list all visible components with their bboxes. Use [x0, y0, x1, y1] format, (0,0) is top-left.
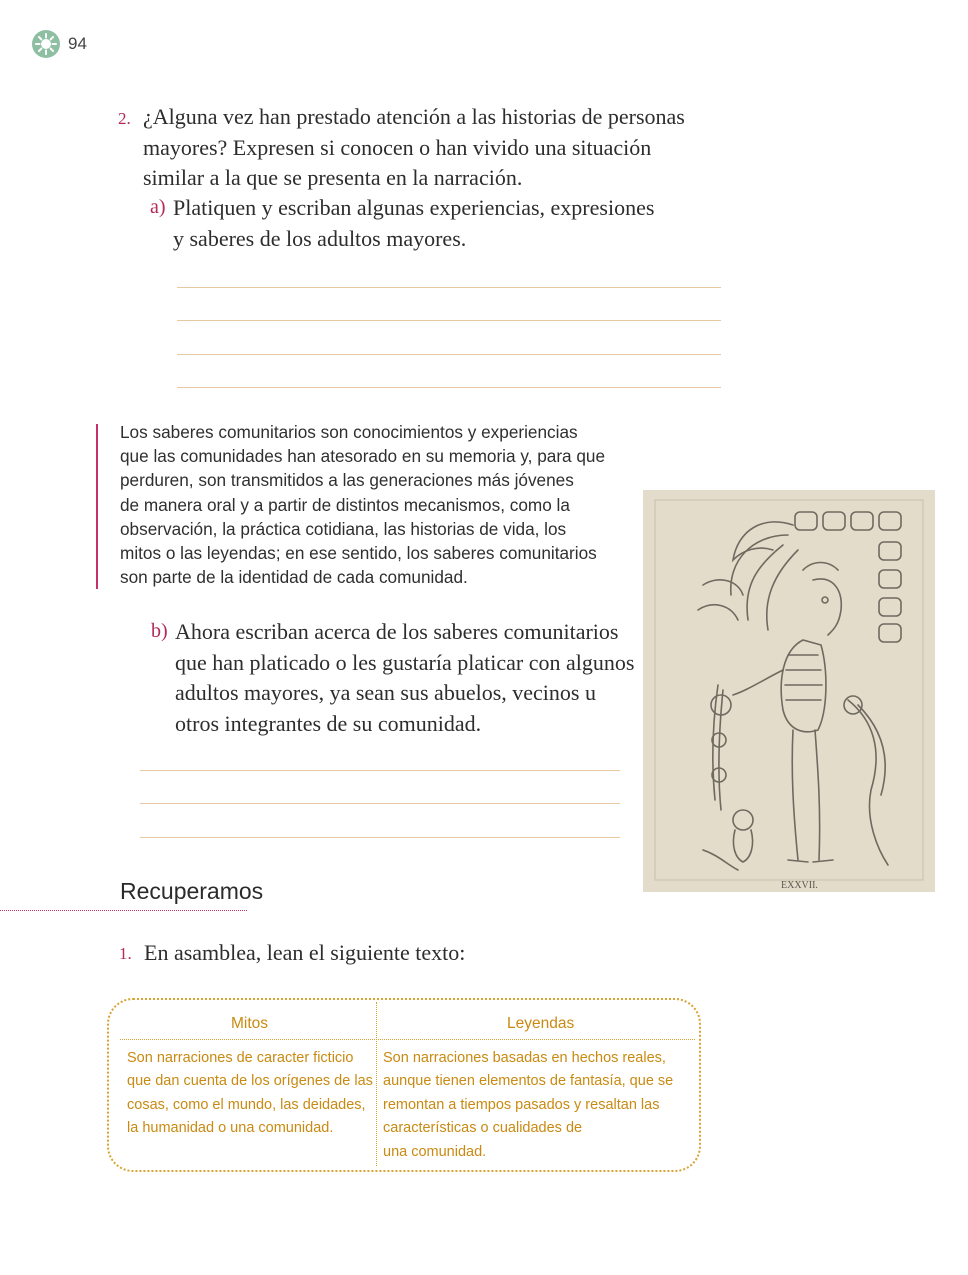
answer-line[interactable]: [140, 770, 620, 771]
text-line: similar a la que se presenta en la narración.: [143, 165, 523, 190]
table-header-rule: [120, 1039, 695, 1040]
cell-line: aunque tienen elementos de fantasía, que se: [383, 1073, 674, 1090]
sun-icon: [32, 30, 60, 58]
section-title: Recuperamos: [120, 878, 264, 904]
page-icon: [32, 30, 60, 58]
text-line: otros integrantes de su comunidad.: [175, 710, 482, 736]
text-line: Ahora escriban acerca de los saberes comunitarios: [175, 619, 619, 644]
cell-line: que dan cuenta de los orígenes de las: [127, 1073, 373, 1090]
info-line: observación, la práctica cotidiana, las historias de vida, los: [120, 518, 567, 539]
table-header-leyendas: Leyendas: [507, 1015, 575, 1032]
item-b-marker: b): [151, 620, 168, 642]
answer-line[interactable]: [177, 287, 721, 288]
page-number: 94: [68, 34, 87, 53]
table-header-mitos: Mitos: [231, 1015, 269, 1032]
item-a-marker: a): [150, 196, 166, 218]
cell-line: una comunidad.: [383, 1143, 487, 1160]
cell-line: cosas, como el mundo, las deidades,: [127, 1096, 366, 1113]
cell-line: Son narraciones de caracter ficticio: [127, 1050, 354, 1066]
info-line: de manera oral y a partir de distintos mecanismos, como la: [120, 494, 570, 515]
info-line: que las comunidades han atesorado en su memoria y, para que: [120, 446, 606, 467]
question-1-text: En asamblea, lean el siguiente texto:: [144, 940, 466, 965]
table-column-divider: [376, 1002, 377, 1166]
cell-line: la humanidad o una comunidad.: [127, 1120, 334, 1137]
table-cell-mitos: [127, 1047, 373, 1141]
info-line: mitos o las leyendas; en ese sentido, los saberes comunitarios: [120, 543, 597, 564]
info-box-accent-bar: [96, 424, 98, 589]
cell-line: Son narraciones basadas en hechos reales,: [383, 1050, 666, 1066]
text-line: ¿Alguna vez han prestado atención a las historias de personas: [143, 104, 685, 129]
question-1-number: 1.: [119, 944, 132, 963]
text-line: que han platicado o les gustaría platicar con algunos: [175, 649, 635, 675]
answer-line[interactable]: [177, 354, 721, 355]
info-box: [120, 420, 640, 589]
cell-line: remontan a tiempos pasados y resaltan las: [383, 1096, 660, 1113]
cell-line: características o cualidades de: [383, 1120, 583, 1137]
text-line: mayores? Expresen si conocen o han vivido una situación: [143, 134, 652, 160]
engraving-drawing: [643, 490, 935, 892]
answer-line[interactable]: [140, 837, 620, 838]
question-2-number: 2.: [118, 109, 131, 128]
answer-line[interactable]: [177, 320, 721, 321]
question-2-text: [143, 102, 685, 194]
info-line: Los saberes comunitarios son conocimientos y experiencias: [120, 422, 578, 442]
info-line: son parte de la identidad de cada comunidad.: [120, 567, 468, 588]
info-line: perduren, son transmitidos a las generaciones más jóvenes: [120, 470, 574, 491]
maya-engraving-illustration: [643, 490, 935, 892]
text-line: Platiquen y escriban algunas experiencias, expresiones: [173, 195, 655, 220]
text-line: adultos mayores, ya sean sus abuelos, vecinos u: [175, 680, 596, 705]
section-rule: [0, 910, 247, 911]
answer-line[interactable]: [177, 387, 721, 388]
table-cell-leyendas: [383, 1047, 673, 1164]
item-b-text: [175, 617, 634, 739]
item-a-text: [173, 193, 654, 254]
text-line: y saberes de los adultos mayores.: [173, 225, 467, 251]
answer-line[interactable]: [140, 803, 620, 804]
illustration-caption: EXXVII.: [781, 880, 818, 891]
